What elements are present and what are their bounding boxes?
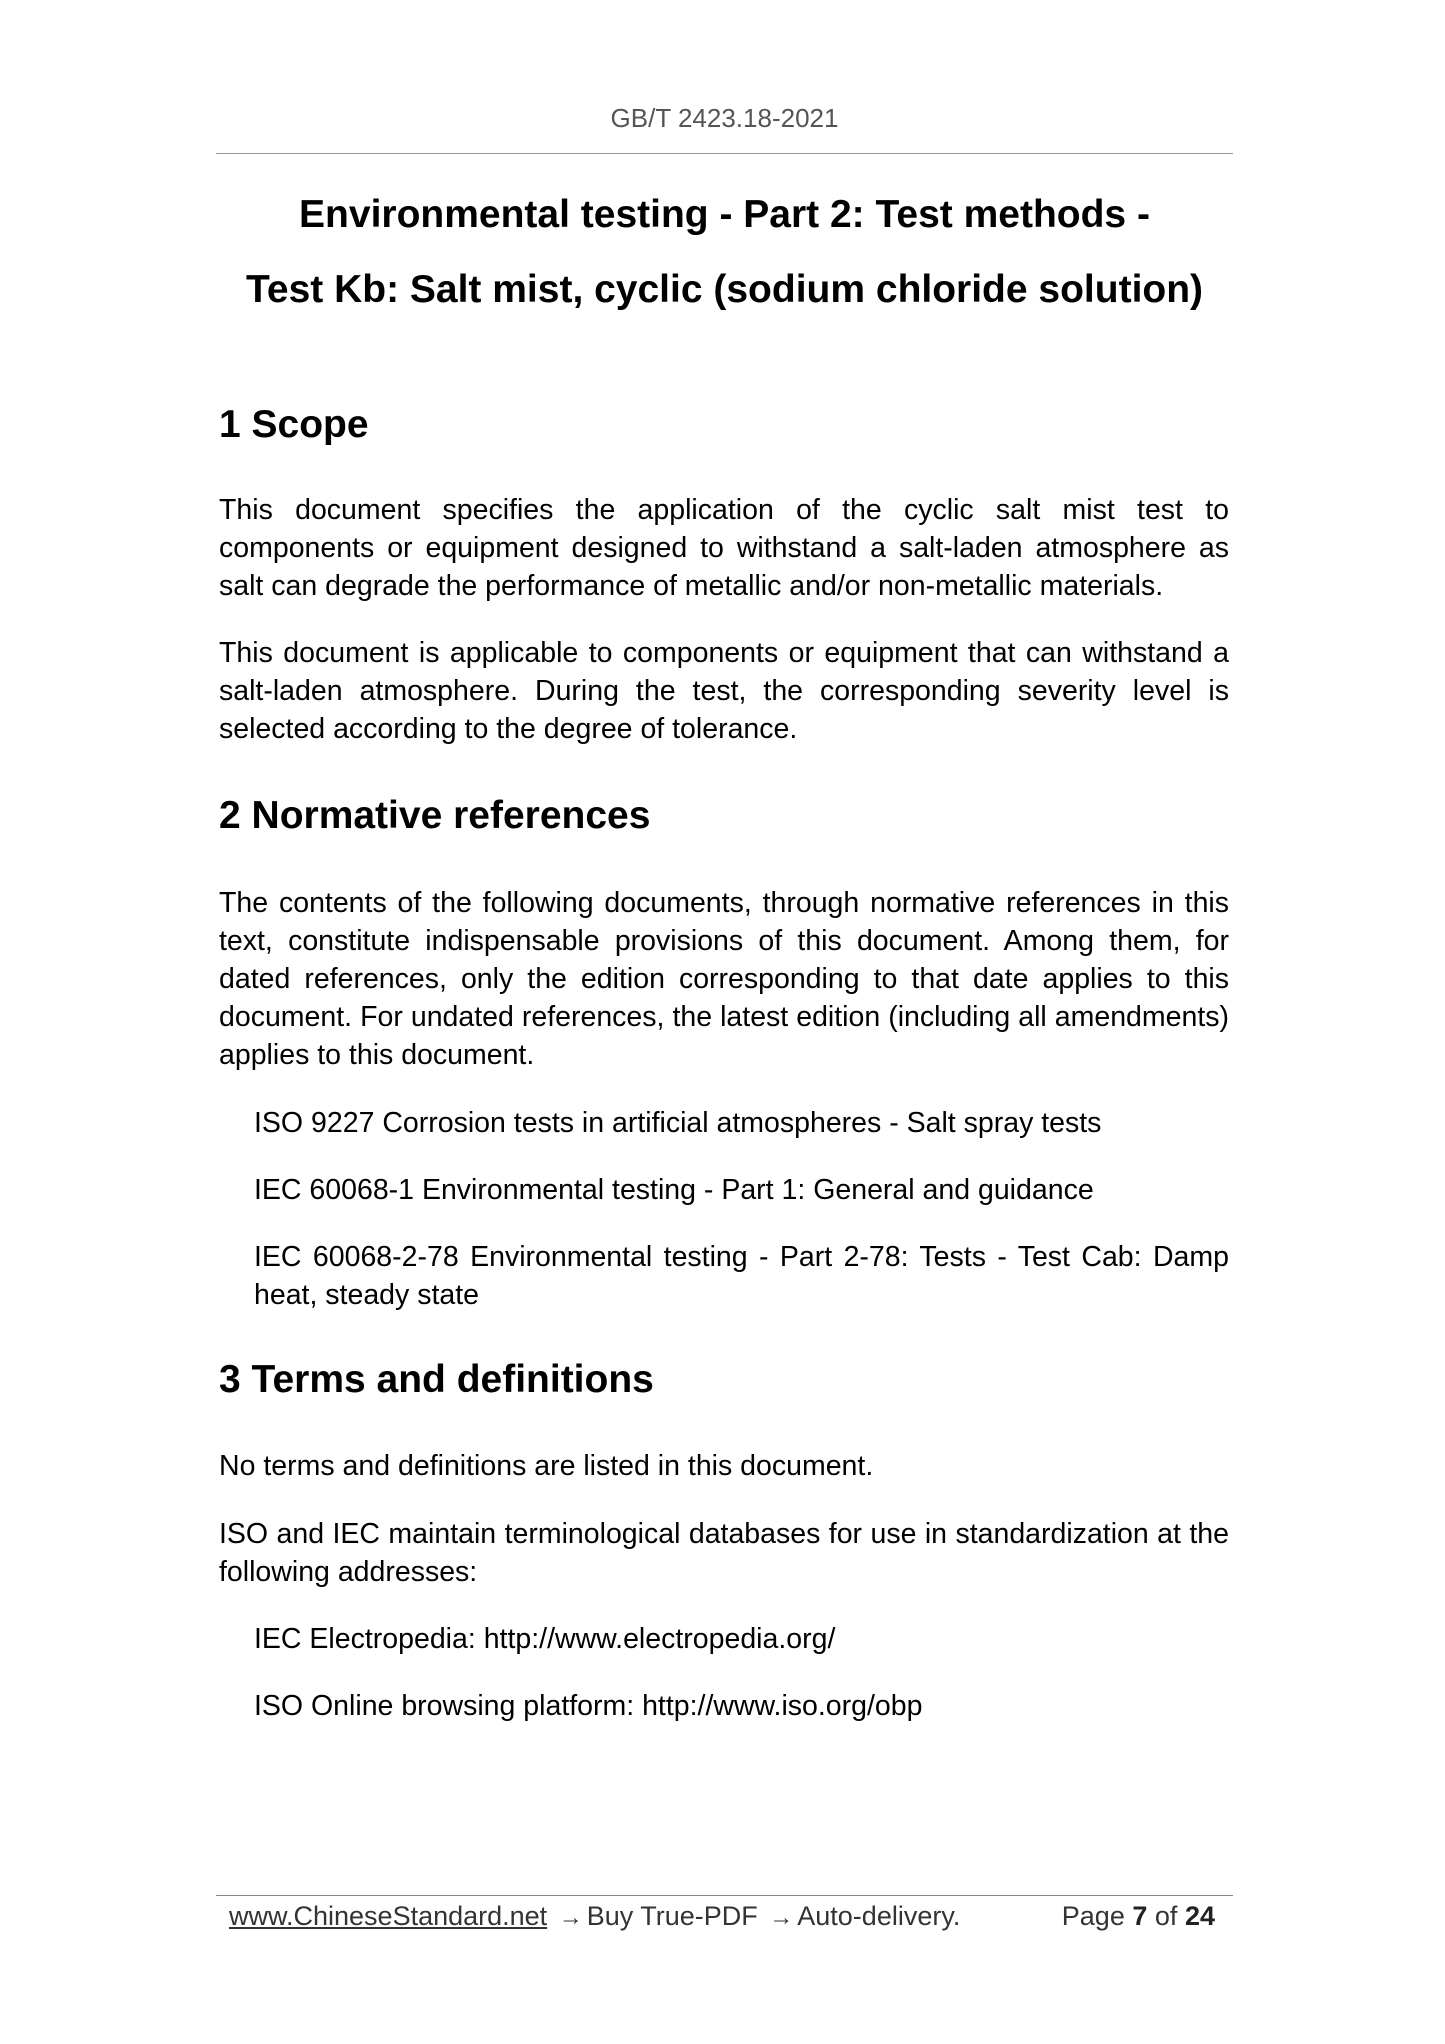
footer-delivery-text: Auto-delivery. <box>797 1901 961 1931</box>
of-word: of <box>1154 1901 1178 1931</box>
section-heading-terms-definitions: 3 Terms and definitions <box>219 1358 654 1401</box>
section-heading-normative-references: 2 Normative references <box>219 794 651 837</box>
normative-reference-item: IEC 60068-1 Environmental testing - Part 1: General and guidance <box>254 1174 1094 1206</box>
terminology-address-item: ISO Online browsing platform: http://www.iso.org/obp <box>254 1690 923 1722</box>
arrow-right-icon: → <box>769 1904 794 1931</box>
normative-intro-paragraph: The contents of the following documents, through normative references in this text, constitute indispensable provisions of this document. Among them, for dated references, only the edition corresponding to that date applies to this document. For undated references, the latest edition (including all amendments) applies to this document. <box>219 887 1229 1071</box>
site-link[interactable]: www.ChineseStandard.net <box>229 1901 548 1931</box>
header-rule <box>216 153 1233 154</box>
header-standard-id: GB/T 2423.18-2021 <box>610 103 839 133</box>
page-word: Page <box>1061 1901 1125 1931</box>
section-heading-scope: 1 Scope <box>219 403 369 446</box>
normative-reference-item: IEC 60068-2-78 Environmental testing - Part 2-78: Tests - Test Cab: Damp heat, steady state <box>254 1241 1229 1311</box>
document-title-line-1: Environmental testing - Part 2: Test methods - <box>299 193 1150 236</box>
document-title-line-2: Test Kb: Salt mist, cyclic (sodium chloride solution) <box>245 268 1204 311</box>
scope-paragraph-2: This document is applicable to components or equipment that can withstand a salt-laden atmosphere. During the test, the corresponding severity level is selected according to the degree of tolerance. <box>219 637 1229 745</box>
page-current: 7 <box>1132 1901 1148 1931</box>
footer-buy-text: Buy True-PDF <box>586 1901 758 1931</box>
footer-promo <box>229 1897 960 1937</box>
terms-paragraph-1: No terms and definitions are listed in this document. <box>219 1450 874 1482</box>
scope-paragraph-1: This document specifies the application of the cyclic salt mist test to components or equipment designed to withstand a salt-laden atmosphere as salt can degrade the performance of metallic and/or non-metallic materials. <box>219 494 1229 602</box>
arrow-right-icon: → <box>558 1904 583 1931</box>
footer-rule <box>216 1895 1233 1896</box>
page-counter <box>1062 1897 1215 1935</box>
page-total: 24 <box>1184 1901 1215 1931</box>
terms-paragraph-2: ISO and IEC maintain terminological databases for use in standardization at the following addresses: <box>219 1518 1229 1588</box>
terminology-address-item: IEC Electropedia: http://www.electropedia.org/ <box>254 1623 836 1655</box>
normative-reference-item: ISO 9227 Corrosion tests in artificial atmospheres - Salt spray tests <box>254 1107 1102 1139</box>
